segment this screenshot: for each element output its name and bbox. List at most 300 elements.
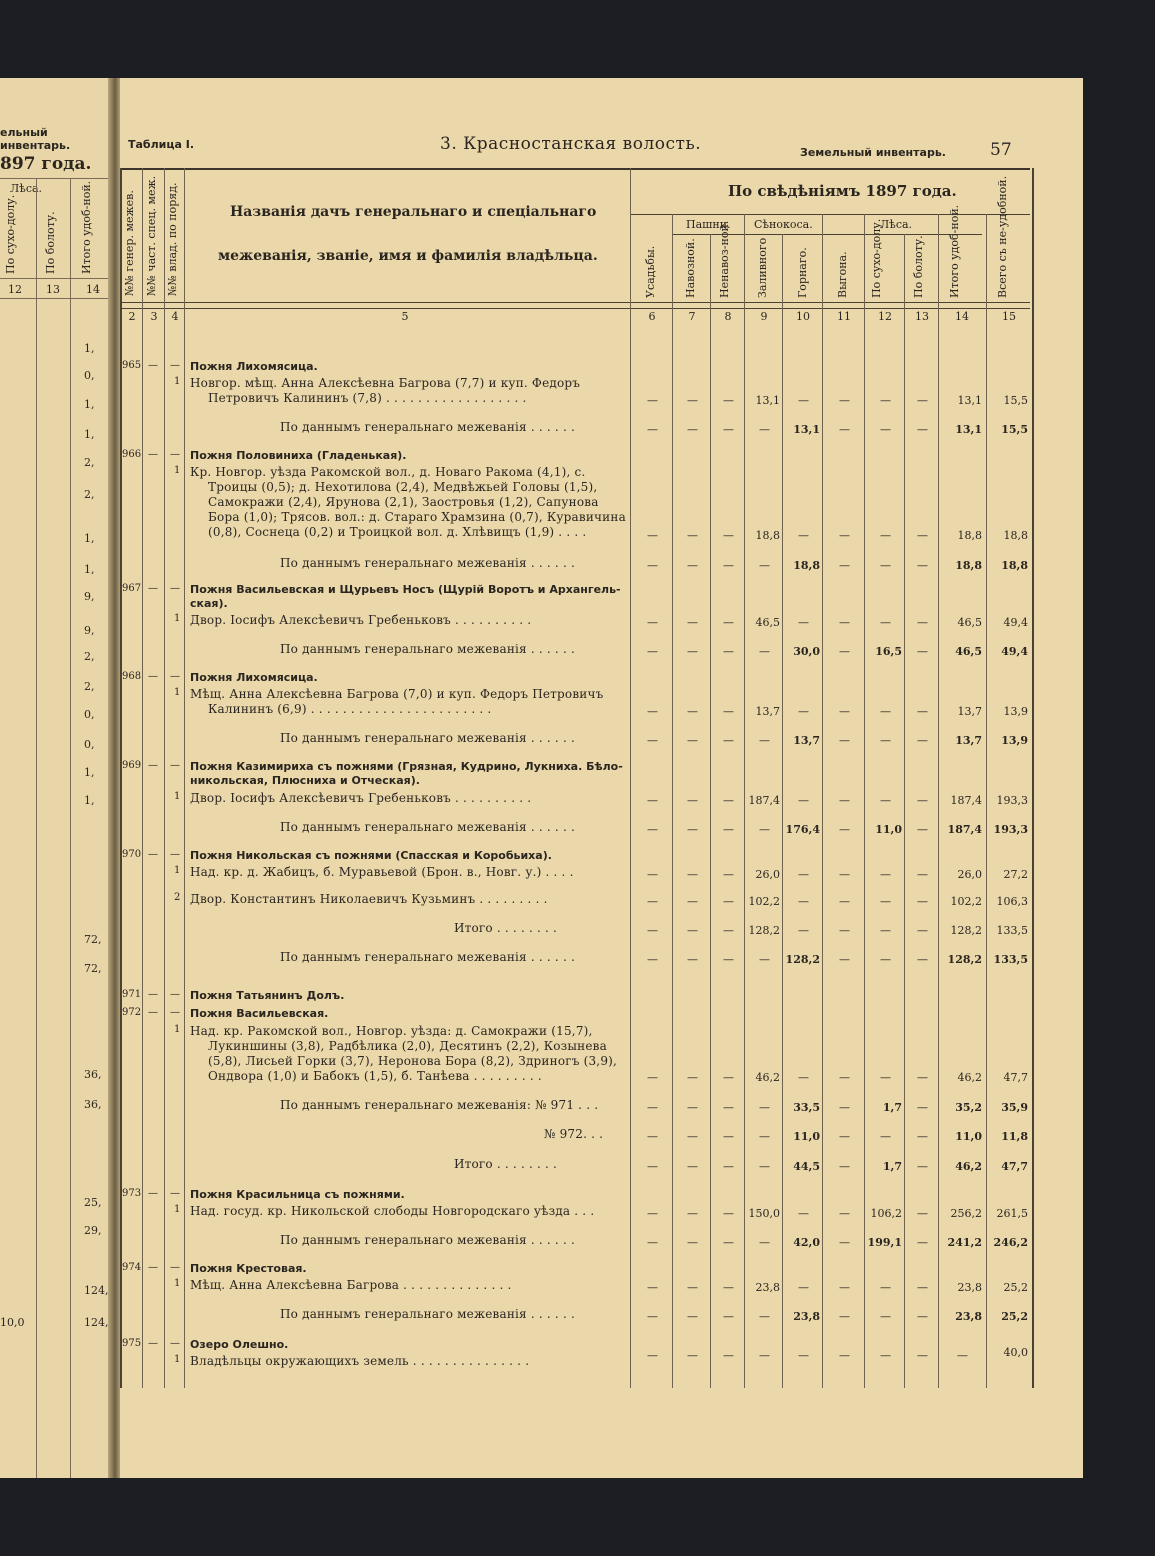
cell-value: 128,2 [950,924,982,937]
cell-dash: — [759,953,770,966]
cell-value: 13,1 [955,423,982,436]
cell-value: 261,5 [996,1207,1028,1220]
page-title: 3. Красностанская волость. [440,134,702,154]
cell-dash: — [917,1071,928,1084]
cell-value: 46,2 [957,1071,982,1084]
cell-dash: — [839,1349,850,1362]
divider [0,178,112,179]
cell-dash: — [839,529,850,542]
col-header-5-line2: межеванія, званіе, имя и фамилія владѣльца. [218,248,598,264]
cell-dash: — [880,1310,891,1323]
cell-value: 133,5 [993,953,1028,966]
cell-value: 18,8 [1001,559,1028,572]
cell-value: 46,2 [755,1071,780,1084]
cell-value: 102,2 [950,895,982,908]
cell-value: 199,1 [867,1236,902,1249]
cell-dash: — [759,1310,770,1323]
cell-dash: — [723,616,734,629]
cell-dash: — [647,645,658,658]
cell-value: 13,7 [755,705,780,718]
cell-dash: — [917,559,928,572]
row-text: По даннымъ генеральнаго межеванія . . . . . . [280,642,576,656]
cell-dash: — [880,394,891,407]
row-text: Кр. Новгор. уѣзда Ракомской вол., д. Новаго Ракома (4,1), с. [190,465,586,479]
cell-dash: — [647,529,658,542]
cell-dash: — [148,671,158,682]
cell-dash: — [759,734,770,747]
cell-dash: — [798,868,809,881]
vrule [822,214,823,1388]
owner-number: 1 [174,1204,181,1215]
column-number: 14 [955,310,969,323]
cell-value: 13,9 [1003,705,1028,718]
cell-dash: — [759,559,770,572]
cell-value: 133,5 [996,924,1028,937]
left-col-label: По сухо-долу. [4,194,17,274]
left-col-num: 13 [46,283,60,296]
cell-dash: — [880,895,891,908]
owner-number: 1 [174,1278,181,1289]
cell-dash: — [687,1207,698,1220]
cell-dash: — [798,794,809,807]
cell-dash: — [880,705,891,718]
col-header-6: Усадьбы. [644,245,657,298]
row-text: По даннымъ генеральнаго межеванія . . . . . . [280,731,576,745]
cell-dash: — [839,953,850,966]
cell-value: 11,0 [875,823,902,836]
cell-dash: — [148,989,158,1000]
cell-dash: — [917,645,928,658]
cell-value: 193,3 [996,794,1028,807]
left-page-value: 72, [84,962,102,975]
cell-dash: — [839,734,850,747]
cell-dash: — [687,1071,698,1084]
col-header-3: №№ част. спец. меж. [145,175,158,296]
cell-dash: — [170,671,180,682]
column-number: 2 [128,310,136,323]
row-text: Итого . . . . . . . . [454,921,558,935]
cell-dash: — [798,1207,809,1220]
cell-dash: — [798,1071,809,1084]
row-text: По даннымъ генеральнаго межеванія . . . . . . [280,1307,576,1321]
cell-dash: — [798,895,809,908]
cell-dash: — [759,1349,770,1362]
cell-dash: — [723,953,734,966]
cell-dash: — [687,868,698,881]
general-survey-number: 970 [122,849,142,860]
cell-dash: — [723,1310,734,1323]
cell-value: 42,0 [793,1236,820,1249]
row-text: Самокражи (2,4), Ярунова (2,1), Заостровья (1,2), Сапунова [208,495,599,509]
column-number: 6 [648,310,656,323]
cell-value: 18,8 [955,559,982,572]
owner-number: 1 [174,376,181,387]
row-text: Петровичъ Калининъ (7,8) . . . . . . . . . . . . . . . . . . [208,391,527,405]
cell-value: 13,9 [1001,734,1028,747]
cell-dash: — [647,823,658,836]
owner-number: 1 [174,791,181,802]
cell-dash: — [839,559,850,572]
cell-dash: — [647,1207,658,1220]
cell-dash: — [917,1160,928,1173]
cell-dash: — [647,1310,658,1323]
cell-dash: — [723,1160,734,1173]
left-col-label: По болоту. [44,211,57,274]
cell-dash: — [880,868,891,881]
general-survey-number: 971 [122,989,142,1000]
general-survey-number: 973 [122,1188,142,1199]
cell-value: 15,5 [1003,394,1028,407]
general-survey-number: 967 [122,583,142,594]
cell-dash: — [880,559,891,572]
cell-dash: — [917,1236,928,1249]
cell-value: 241,2 [947,1236,982,1249]
cell-value: 18,8 [957,529,982,542]
cell-dash: — [687,895,698,908]
row-text: Над. госуд. кр. Никольской слободы Новгородскаго уѣзда . . . [190,1204,595,1218]
cell-dash: — [148,1262,158,1273]
cell-value: 47,7 [1003,1071,1028,1084]
cell-dash: — [798,924,809,937]
owner-number: 1 [174,687,181,698]
cell-dash: — [839,823,850,836]
cell-dash: — [759,1130,770,1143]
cell-value: 246,2 [993,1236,1028,1249]
cell-value: 128,2 [785,953,820,966]
general-survey-number: 966 [122,449,142,460]
left-page-value: 0, [84,708,95,721]
page-number: 57 [990,140,1012,160]
cell-dash: — [647,394,658,407]
cell-dash: — [839,794,850,807]
cell-value: 1,7 [882,1101,902,1114]
cell-dash: — [917,895,928,908]
subgroup-pashni: Пашни. [686,218,731,231]
left-group-label: Лѣса. [10,182,43,195]
vrule [782,234,783,1388]
cell-dash: — [647,794,658,807]
general-survey-number: 969 [122,760,142,771]
col-header-11: Выгона. [836,251,849,298]
row-text: По даннымъ генеральнаго межеванія . . . . . . [280,950,576,964]
col-group-header: По свѣдѣніямъ 1897 года. [728,182,957,200]
cell-dash: — [880,616,891,629]
left-col-label: Итого удоб-ной. [80,180,93,274]
cell-dash: — [723,734,734,747]
cell-value: 47,7 [1001,1160,1028,1173]
column-number: 13 [915,310,929,323]
vrule [1032,168,1034,1388]
column-number: 15 [1002,310,1016,323]
owner-number: 1 [174,1354,181,1365]
cell-dash: — [148,583,158,594]
row-text: Итого . . . . . . . . [454,1157,558,1171]
cell-dash: — [917,1349,928,1362]
row-text: Лукиншины (3,8), Радбѣлика (2,0), Десятинъ (2,2), Козынева [208,1039,607,1053]
cell-dash: — [647,734,658,747]
cell-dash: — [880,529,891,542]
cell-dash: — [687,953,698,966]
left-page-value: 10,0 [0,1316,25,1329]
cell-dash: — [839,895,850,908]
cell-value: 256,2 [950,1207,982,1220]
cell-dash: — [647,423,658,436]
cell-dash: — [148,1338,158,1349]
owner-number: 1 [174,865,181,876]
cell-dash: — [917,529,928,542]
cell-dash: — [880,1281,891,1294]
row-text: По даннымъ генеральнаго межеванія . . . . . . [280,420,576,434]
row-title: Пожня Татьянинъ Долъ. [190,989,345,1002]
left-page-value: 124, [84,1316,109,1329]
cell-dash: — [148,449,158,460]
cell-dash: — [170,1188,180,1199]
cell-dash: — [647,616,658,629]
row-title: Пожня Половиниха (Гладенькая). [190,449,407,462]
row-text: Над. кр. Ракомской вол., Новгор. уѣзда: д. Самокражи (15,7), [190,1024,593,1038]
cell-dash: — [148,360,158,371]
cell-dash: — [647,1281,658,1294]
cell-value: 187,4 [748,794,780,807]
row-title: Озеро Олешно. [190,1338,289,1351]
owner-number: 1 [174,613,181,624]
cell-dash: — [687,1281,698,1294]
left-page-value: 36, [84,1068,102,1081]
left-page-fragment [0,78,112,1478]
column-number: 8 [724,310,732,323]
cell-dash: — [148,1007,158,1018]
cell-dash: — [759,423,770,436]
row-text: Новгор. мѣщ. Анна Алексѣевна Багрова (7,7) и куп. Федоръ [190,376,581,390]
cell-dash: — [723,924,734,937]
cell-dash: — [839,394,850,407]
divider [0,298,112,299]
cell-dash: — [723,1207,734,1220]
row-title: Пожня Красильница съ пожнями. [190,1188,405,1201]
row-title: Пожня Васильевская. [190,1007,329,1020]
cell-value: 46,5 [755,616,780,629]
cell-value: 25,2 [1003,1281,1028,1294]
cell-value: 106,2 [870,1207,902,1220]
cell-dash: — [687,1130,698,1143]
general-survey-number: 975 [122,1338,142,1349]
cell-dash: — [687,1310,698,1323]
col-header-5-line1: Названія дачъ генеральнаго и спеціальнаго [230,204,597,220]
cell-value: 15,5 [1001,423,1028,436]
cell-dash: — [170,760,180,771]
cell-dash: — [723,794,734,807]
vrule [630,168,631,1388]
cell-dash: — [723,1101,734,1114]
cell-dash: — [647,559,658,572]
vrule [904,234,905,1388]
cell-value: 18,8 [755,529,780,542]
cell-dash: — [917,794,928,807]
cell-dash: — [687,1349,698,1362]
owner-number: 1 [174,1024,181,1035]
cell-dash: — [759,823,770,836]
cell-value: 27,2 [1003,868,1028,881]
row-title: Пожня Васильевская и Щурьевъ Носъ (Щурій Воротъ и Архангель- [190,583,621,596]
cell-dash: — [839,1130,850,1143]
col-header-2: №№ генер. межев. [123,190,136,296]
cell-dash: — [917,924,928,937]
cell-dash: — [170,583,180,594]
cell-dash: — [917,423,928,436]
column-number: 12 [878,310,892,323]
divider [0,278,112,279]
cell-dash: — [647,705,658,718]
cell-dash: — [148,849,158,860]
row-text: (5,8), Лисьей Горки (3,7), Неронова Бора (8,2), Здриногъ (3,9), [208,1054,618,1068]
left-page-value: 1, [84,342,95,355]
cell-dash: — [759,645,770,658]
left-page-value: 9, [84,624,95,637]
left-page-value: 0, [84,738,95,751]
row-text: Над. кр. д. Жабицъ, б. Муравьевой (Брон. в., Новг. у.) . . . . [190,865,574,879]
header-rule [120,168,1030,170]
cell-dash: — [759,1160,770,1173]
cell-dash: — [880,794,891,807]
cell-dash: — [647,1160,658,1173]
row-title: Пожня Никольская съ пожнями (Спасская и Коробьиха). [190,849,552,862]
row-title: Пожня Лихомясица. [190,360,318,373]
cell-dash: — [798,529,809,542]
cell-dash: — [687,394,698,407]
cell-value: 102,2 [748,895,780,908]
cell-value: 26,0 [755,868,780,881]
cell-dash: — [917,868,928,881]
cell-value: 128,2 [748,924,780,937]
cell-value: 18,8 [1003,529,1028,542]
row-title: Пожня Крестовая. [190,1262,307,1275]
left-page-year: 897 года. [0,154,92,174]
cell-dash: — [839,1071,850,1084]
vrule [986,214,987,1388]
cell-value: 11,0 [955,1130,982,1143]
row-text: Двор. Іосифъ Алексѣевичъ Гребеньковъ . . . . . . . . . . [190,613,532,627]
cell-dash: — [647,953,658,966]
cell-dash: — [917,1310,928,1323]
cell-dash: — [917,823,928,836]
vrule [142,168,143,1388]
cell-value: 46,5 [957,616,982,629]
cell-dash: — [839,924,850,937]
row-text: По даннымъ генеральнаго межеванія . . . . . . [280,556,576,570]
cell-value: 13,1 [793,423,820,436]
header-rule [120,308,1030,309]
vrule [864,214,865,1388]
row-text: Мѣщ. Анна Алексѣевна Багрова (7,0) и куп. Федоръ Петровичъ [190,687,604,701]
header-rule [120,302,1030,303]
cell-dash: — [647,1130,658,1143]
left-page-value: 1, [84,532,95,545]
cell-dash: — [917,616,928,629]
left-page-value: 0, [84,369,95,382]
cell-dash: — [723,1130,734,1143]
cell-dash: — [723,423,734,436]
cell-dash: — [723,394,734,407]
owner-number: 2 [174,892,181,903]
left-page-value: 2, [84,650,95,663]
cell-dash: — [880,924,891,937]
cell-dash: — [723,529,734,542]
cell-value: 26,0 [957,868,982,881]
cell-value: 23,8 [957,1281,982,1294]
cell-dash: — [839,1160,850,1173]
cell-dash: — [687,924,698,937]
cell-dash: — [880,734,891,747]
column-number: 7 [688,310,696,323]
left-page-value: 29, [84,1224,102,1237]
cell-dash: — [687,529,698,542]
cell-dash: — [723,823,734,836]
cell-dash: — [839,1281,850,1294]
col-header-4: №№ влад. по поряд. [166,182,179,296]
row-text: По даннымъ генеральнаго межеванія: № 971 . . . [280,1098,599,1112]
cell-dash: — [917,734,928,747]
cell-value: 33,5 [793,1101,820,1114]
cell-value: 49,4 [1003,616,1028,629]
cell-value: 13,7 [957,705,982,718]
cell-dash: — [798,394,809,407]
row-text: Двор. Константинъ Николаевичъ Кузьминъ . . . . . . . . . [190,892,548,906]
cell-value: 193,3 [993,823,1028,836]
cell-dash: — [839,645,850,658]
vrule [120,168,122,1388]
cell-dash: — [723,868,734,881]
cell-dash: — [687,794,698,807]
cell-value: 13,7 [793,734,820,747]
row-text: Троицы (0,5); д. Нехотилова (2,4), Медвѣжьей Головы (1,5), [208,480,598,494]
cell-dash: — [880,1130,891,1143]
cell-dash: — [723,705,734,718]
cell-value: 35,9 [1001,1101,1028,1114]
general-survey-number: 965 [122,360,142,371]
left-page-value: 25, [84,1196,102,1209]
cell-value: 23,8 [793,1310,820,1323]
cell-dash: — [687,734,698,747]
cell-dash: — [839,616,850,629]
general-survey-number: 972 [122,1007,142,1018]
table-label: Таблица I. [128,138,195,151]
left-page-value: 2, [84,456,95,469]
cell-dash: — [687,423,698,436]
cell-dash: — [917,1130,928,1143]
row-text: Мѣщ. Анна Алексѣевна Багрова . . . . . . . . . . . . . . [190,1278,512,1292]
cell-dash: — [647,924,658,937]
row-title: Пожня Лихомясица. [190,671,318,684]
cell-dash: — [798,705,809,718]
cell-dash: — [687,559,698,572]
cell-dash: — [723,1236,734,1249]
vrule [672,214,673,1388]
cell-value: 106,3 [996,895,1028,908]
cell-value: 35,2 [955,1101,982,1114]
cell-dash: — [148,760,158,771]
col-header-10: Горнаго. [796,247,809,298]
row-text: Ондвора (1,0) и Бабокъ (1,5), б. Танѣева . . . . . . . . . [208,1069,542,1083]
owner-number: 1 [174,465,181,476]
cell-value: 13,7 [955,734,982,747]
general-survey-number: 968 [122,671,142,682]
column-number: 4 [171,310,179,323]
vrule [710,234,711,1388]
row-text: Двор. Іосифъ Алексѣевичъ Гребеньковъ . . . . . . . . . . [190,791,532,805]
cell-dash: — [647,1349,658,1362]
col-header-8: Ненавоз-ной. [718,220,731,298]
cell-value: 13,1 [755,394,780,407]
